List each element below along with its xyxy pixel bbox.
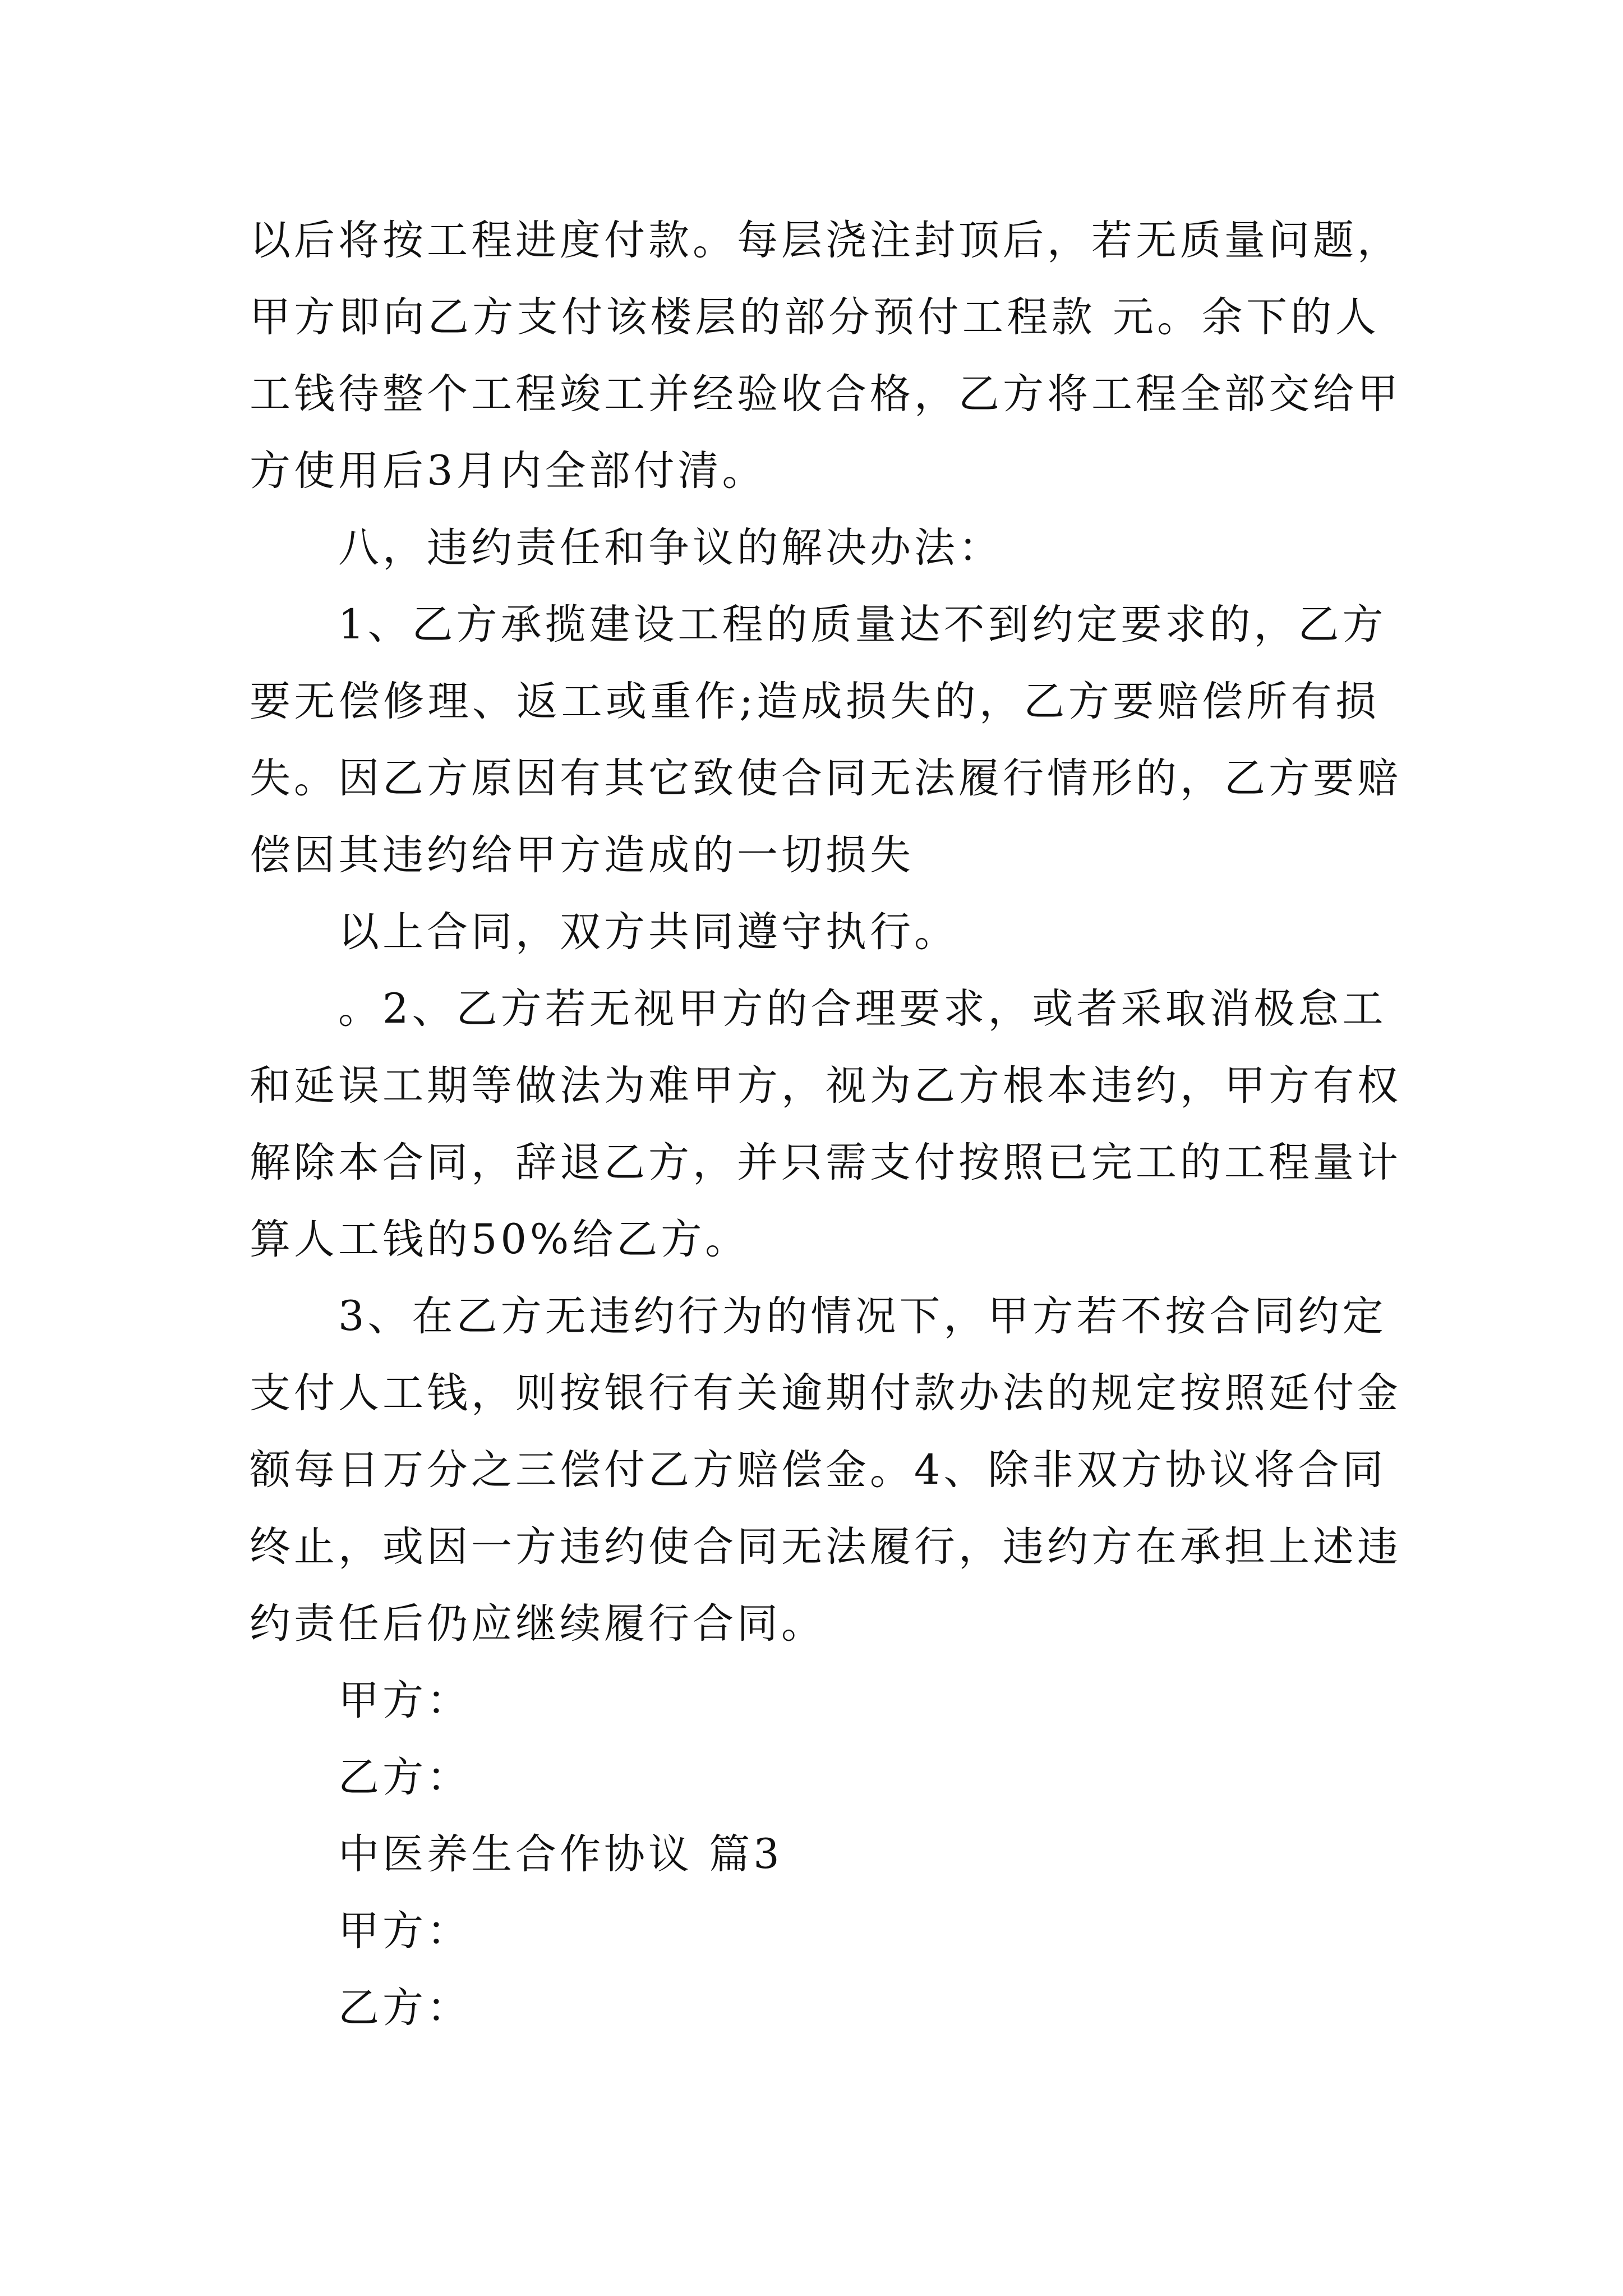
- text-line: 约责任后仍应继续履行合同。: [250, 1600, 826, 1648]
- text-line: 方使用后3月内全部付清。: [250, 447, 767, 495]
- party-a-label: 甲方：: [338, 1907, 471, 1955]
- text-line: 终止，或因一方违约使合同无法履行，违约方在承担上述违: [250, 1523, 1401, 1571]
- text-line: 额每日万分之三偿付乙方赔偿金。4、除非双方协议将合同: [250, 1446, 1387, 1494]
- party-a-label: 甲方：: [338, 1677, 471, 1724]
- text-line: 偿因其违约给甲方造成的一切损失: [250, 831, 914, 879]
- text-line: 失。因乙方原因有其它致使合同无法履行情形的，乙方要赔: [250, 754, 1401, 802]
- text-line: 以后将按工程进度付款。每层浇注封顶后，若无质量问题，: [250, 217, 1401, 264]
- text-line: 解除本合同，辞退乙方，并只需支付按照已完工的工程量计: [250, 1139, 1401, 1186]
- text-line: 。2、乙方若无视甲方的合理要求，或者采取消极怠工: [338, 985, 1387, 1033]
- agreement-title: 中医养生合作协议 篇3: [338, 1830, 783, 1878]
- text-line: 算人工钱的50%给乙方。: [250, 1216, 750, 1263]
- text-line: 支付人工钱，则按银行有关逾期付款办法的规定按照延付金: [250, 1369, 1401, 1417]
- text-line: 以上合同，双方共同遵守执行。: [338, 908, 958, 956]
- document-body: [250, 202, 1401, 2046]
- section-heading: 八，违约责任和争议的解决办法：: [338, 524, 1003, 572]
- text-line: 和延误工期等做法为难甲方，视为乙方根本违约，甲方有权: [250, 1062, 1401, 1110]
- text-line: 要无偿修理、返工或重作;造成损失的，乙方要赔偿所有损: [250, 678, 1380, 725]
- party-b-label: 乙方：: [338, 1984, 471, 2032]
- party-b-label: 乙方：: [338, 1754, 471, 1801]
- text-line: 工钱待整个工程竣工并经验收合格，乙方将工程全部交给甲: [250, 370, 1401, 418]
- text-line: 甲方即向乙方支付该楼层的部分预付工程款 元。余下的人: [250, 293, 1380, 341]
- text-line: 3、在乙方无违约行为的情况下，甲方若不按合同约定: [338, 1292, 1387, 1340]
- text-line: 1、乙方承揽建设工程的质量达不到约定要求的，乙方: [338, 601, 1387, 648]
